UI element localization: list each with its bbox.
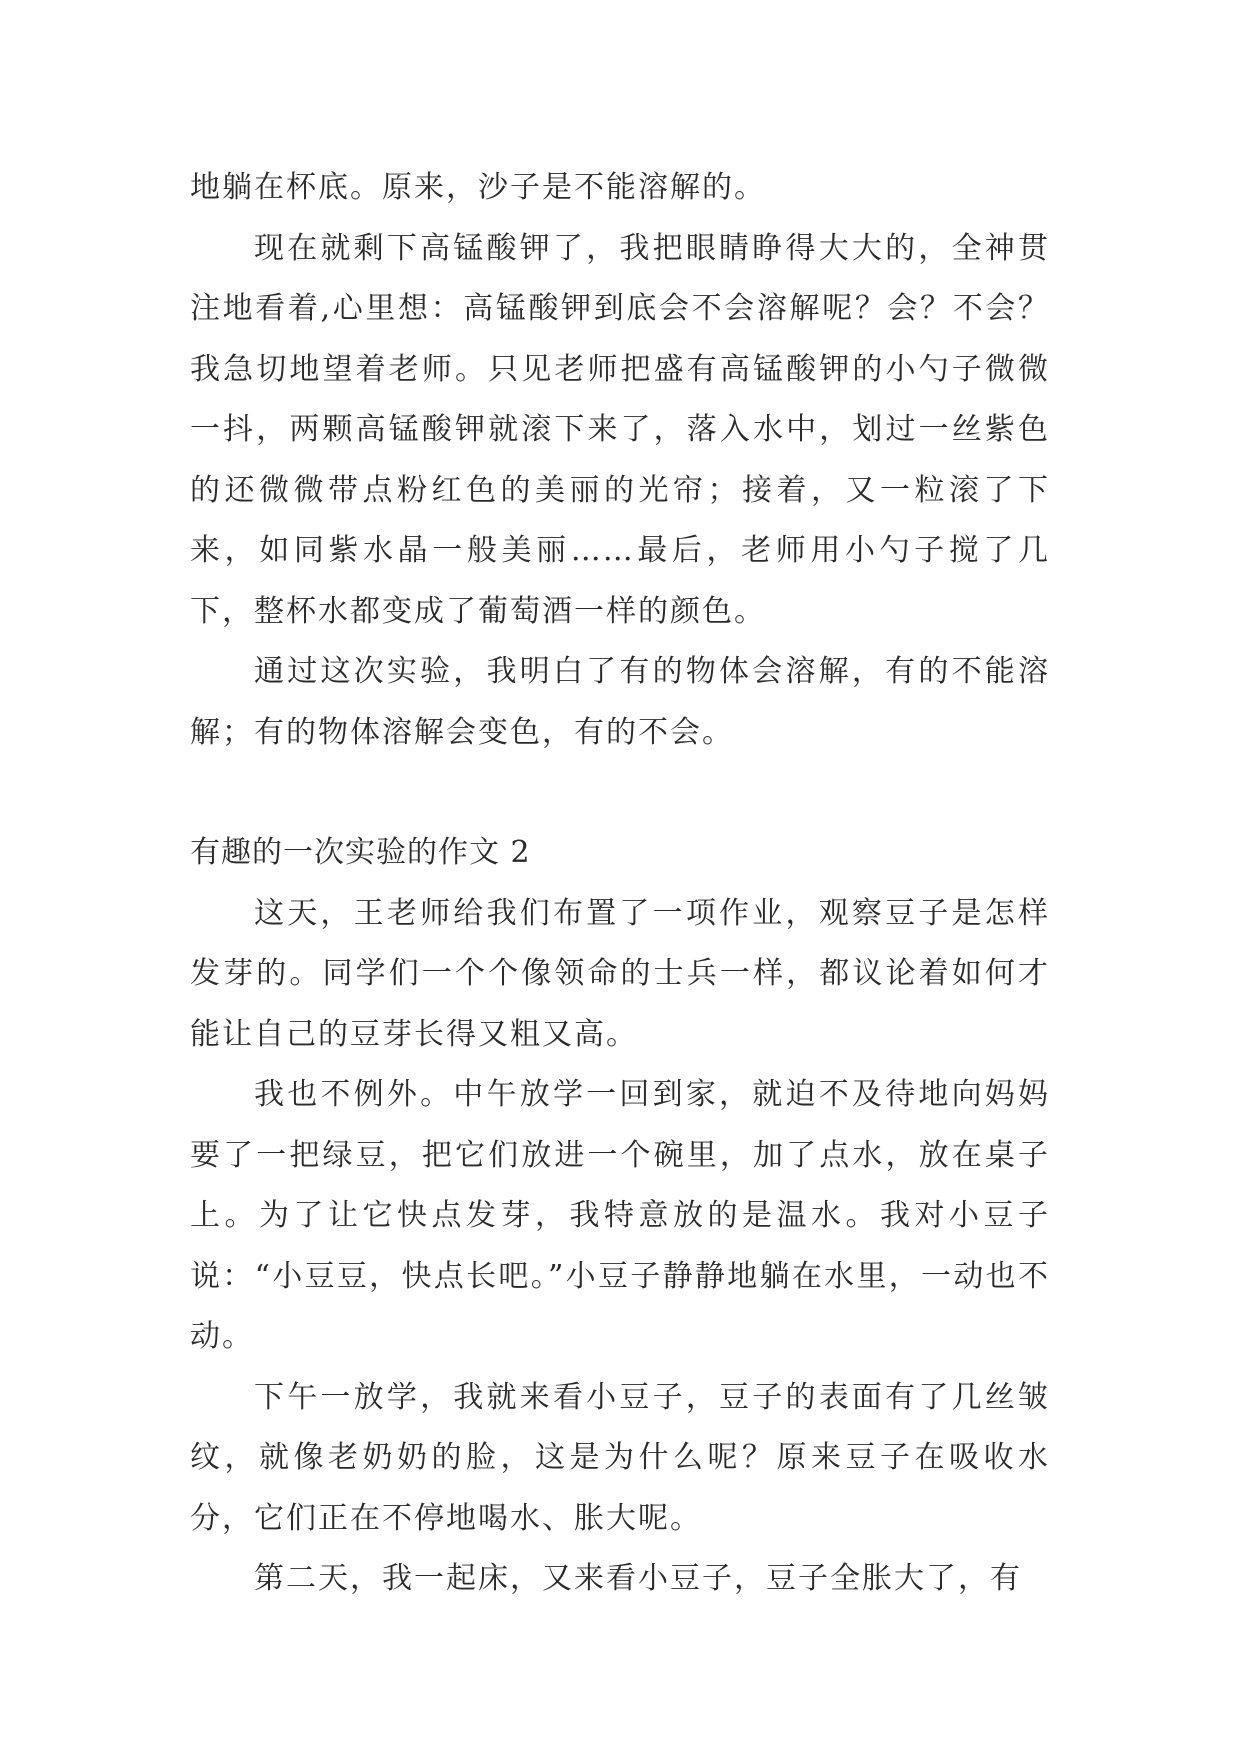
paragraph: 第二天，我一起床，又来看小豆子，豆子全胀大了，有 xyxy=(254,1561,1022,1596)
section-spacer xyxy=(190,763,1050,823)
paragraph: 通过这次实验，我明白了有的物体会溶解，有的不能溶解；有的物体溶解会变色，有的不会。 xyxy=(190,654,1050,750)
paragraph: 这天，王老师给我们布置了一项作业，观察豆子是怎样发芽的。同学们一个个像领命的士兵一样，都议论着如何才能让自己的豆芽长得又粗又高。 xyxy=(190,895,1050,1052)
paragraph: 我也不例外。中午放学一回到家，就迫不及待地向妈妈要了一把绿豆，把它们放进一个碗里，加了点水，放在桌子上。为了让它快点发芽，我特意放的是温水。我对小豆子说：“小豆豆，快点长吧。”小豆子静静地躺在水里，一动也不动。 xyxy=(190,1077,1050,1354)
paragraph: 下午一放学，我就来看小豆子，豆子的表面有了几丝皱纹，就像老奶奶的脸，这是为什么呢？原来豆子在吸收水分，它们正在不停地喝水、胀大呢。 xyxy=(190,1379,1050,1536)
section-title: 有趣的一次实验的作文 2 xyxy=(190,835,531,870)
paragraph: 现在就剩下高锰酸钾了，我把眼睛睁得大大的，全神贯注地看着,心里想：高锰酸钾到底会不会溶解呢？会？不会？我急切地望着老师。只见老师把盛有高锰酸钾的小勺子微微一抖，两颗高锰酸钾就滚下来了，落入水中，划过一丝紫色的还微微带点粉红色的美丽的光帘；接着，又一粒滚了下来，如同紫水晶一般美丽……最后，老师用小勺子搅了几下，整杯水都变成了葡萄酒一样的颜色。 xyxy=(190,230,1050,629)
document-body xyxy=(190,158,1050,1610)
paragraph-continuation: 地躺在杯底。原来，沙子是不能溶解的。 xyxy=(190,170,766,205)
